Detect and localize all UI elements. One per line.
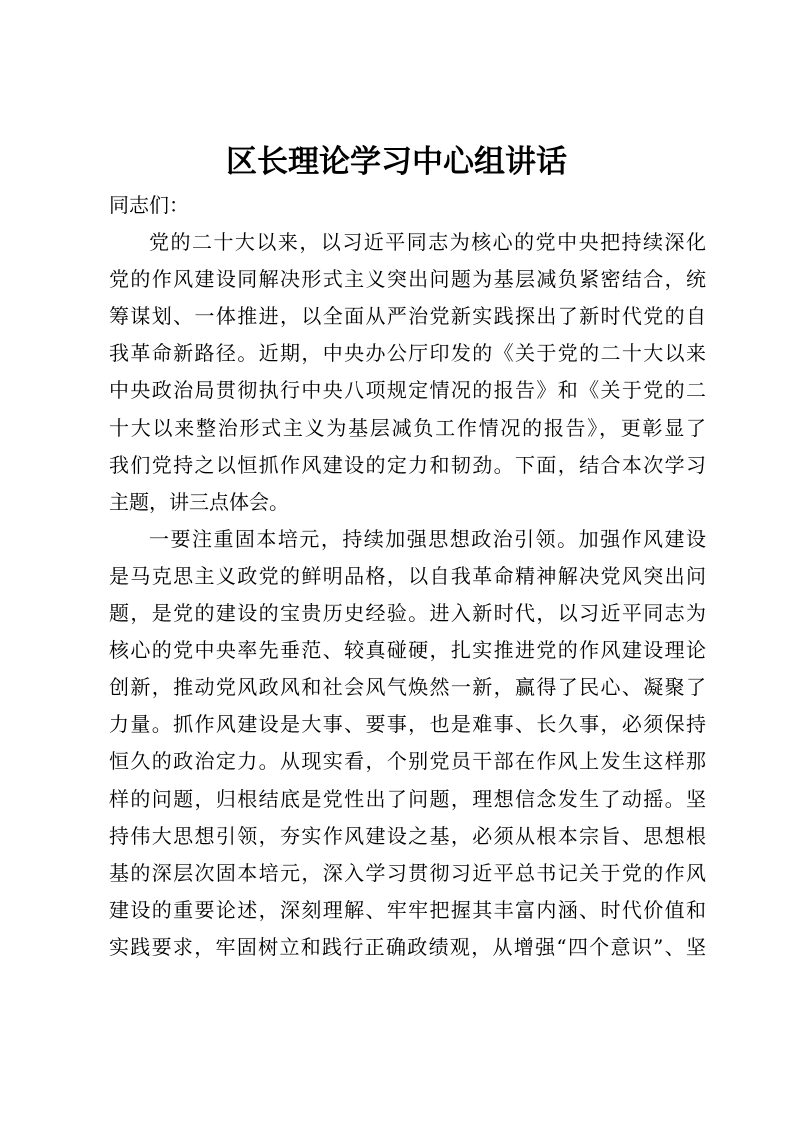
paragraph-2-line-1: 一要注重固本培元，持续加强思想政治引领。加强作风建设 <box>149 526 706 551</box>
paragraph-1-line-8: 主题，讲三点体会。 <box>109 489 289 514</box>
paragraph-2-line-8: 样的问题，归根结底是党性出了问题，理想信念发生了动摇。坚 <box>109 786 706 811</box>
paragraph-2-line-2: 是马克思主义政党的鲜明品格，以自我革命精神解决党风突出问 <box>109 563 706 588</box>
paragraph-1-line-2: 党的作风建设同解决形式主义突出问题为基层减负紧密结合，统 <box>109 267 706 292</box>
paragraph-1-line-5: 中央政治局贯彻执行中央八项规定情况的报告》和《关于党的二 <box>109 378 706 403</box>
paragraph-2-line-9: 持伟大思想引领，夯实作风建设之基，必须从根本宗旨、思想根 <box>109 823 706 848</box>
paragraph-2-line-5: 创新，推动党风政风和社会风气焕然一新，赢得了民心、凝聚了 <box>109 675 706 700</box>
paragraph-1-line-6: 十大以来整治形式主义为基层减负工作情况的报告》，更彰显了 <box>109 415 706 440</box>
paragraph-1-line-3: 筹谋划、一体推进，以全面从严治党新实践探出了新时代党的自 <box>109 304 706 329</box>
paragraph-2-line-11: 建设的重要论述，深刻理解、牢牢把握其丰富内涵、时代价值和 <box>109 897 706 922</box>
paragraph-2-line-3: 题，是党的建设的宝贵历史经验。进入新时代，以习近平同志为 <box>109 601 706 626</box>
paragraph-1-line-7: 我们党持之以恒抓作风建设的定力和韧劲。下面，结合本次学习 <box>109 452 706 477</box>
paragraph-2-line-7: 恒久的政治定力。从现实看，个别党员干部在作风上发生这样那 <box>109 749 706 774</box>
document-body <box>109 187 706 966</box>
paragraph-2-line-6: 力量。抓作风建设是大事、要事，也是难事、长久事，必须保持 <box>109 712 706 737</box>
paragraph-2-line-12: 实践要求，牢固树立和践行正确政绩观，从增强“四个意识”、坚 <box>109 934 706 959</box>
document-title: 区长理论学习中心组讲话 <box>226 144 567 180</box>
salutation: 同志们： <box>109 193 189 217</box>
paragraph-2-line-10: 基的深层次固本培元，深入学习贯彻习近平总书记关于党的作风 <box>109 860 706 885</box>
paragraph-1-line-1: 党的二十大以来，以习近平同志为核心的党中央把持续深化 <box>149 230 706 255</box>
paragraph-1-line-4: 我革命新路径。近期，中央办公厅印发的《关于党的二十大以来 <box>109 341 706 366</box>
paragraph-2-line-4: 核心的党中央率先垂范、较真碰硬，扎实推进党的作风建设理论 <box>109 638 706 663</box>
